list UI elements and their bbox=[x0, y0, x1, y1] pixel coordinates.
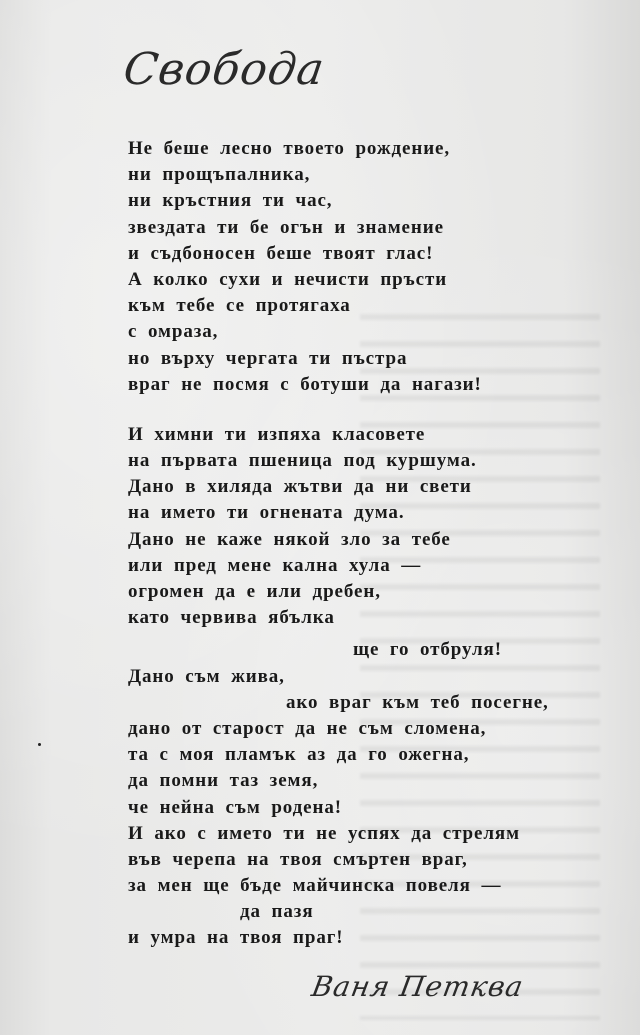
poem-line: И ако с името ти не успях да стрелям bbox=[128, 822, 520, 844]
poem-line: но върху чергата ти пъстра bbox=[128, 347, 408, 369]
poem-line: ни кръстния ти час, bbox=[128, 190, 333, 212]
poem-line: И химни ти изпяха класовете bbox=[128, 423, 426, 445]
poem-line: Дано не каже някой зло за тебе bbox=[128, 528, 451, 550]
poem-line: Дано съм жива, bbox=[128, 665, 285, 687]
poem-line: ако враг към теб посегне, bbox=[286, 691, 549, 713]
poem-line: на името ти огнената дума. bbox=[128, 502, 405, 524]
author-signature: Ваня Петква bbox=[309, 970, 527, 1003]
poem-line: звездата ти бе огън и знамение bbox=[128, 216, 444, 238]
poem-line: за мен ще бъде майчинска повеля — bbox=[128, 875, 502, 897]
poem-line: във черепа на твоя смъртен враг, bbox=[128, 848, 468, 870]
poem-line: като червива ябълка bbox=[128, 607, 335, 629]
poem-line: да помни таз земя, bbox=[128, 770, 319, 792]
poem-line: че нейна съм родена! bbox=[128, 796, 342, 818]
poem-line: А колко сухи и нечисти пръсти bbox=[128, 268, 448, 290]
poem-line: Не беше лесно твоето рождение, bbox=[128, 138, 451, 159]
poem-line: Дано в хиляда жътви да ни свети bbox=[128, 476, 472, 498]
poem-title: Свобода bbox=[120, 44, 328, 95]
poem-line: огромен да е или дребен, bbox=[128, 581, 381, 602]
poem-line: и съдбоносен беше твоят глас! bbox=[128, 242, 434, 264]
poem-line: с омраза, bbox=[128, 321, 219, 343]
poem-line: ни прощъпалника, bbox=[128, 164, 311, 186]
poem-line: на първата пшеница под куршума. bbox=[128, 450, 477, 472]
poem-line: та с моя пламък аз да го ожегна, bbox=[128, 744, 470, 766]
paper-speck bbox=[38, 743, 41, 746]
poem-line: и умра на твоя праг! bbox=[128, 927, 344, 949]
poem-line: да пазя bbox=[240, 901, 314, 923]
poem-line: или пред мене кална хула — bbox=[128, 554, 422, 576]
poem-line: враг не посмя с ботуши да нагази! bbox=[128, 373, 482, 395]
poem-line: ще го отбруля! bbox=[353, 639, 502, 661]
poem-body bbox=[128, 136, 568, 952]
poem-line: към тебе се протягаха bbox=[128, 295, 351, 317]
poem-line: дано от старост да не съм сломена, bbox=[128, 717, 487, 739]
